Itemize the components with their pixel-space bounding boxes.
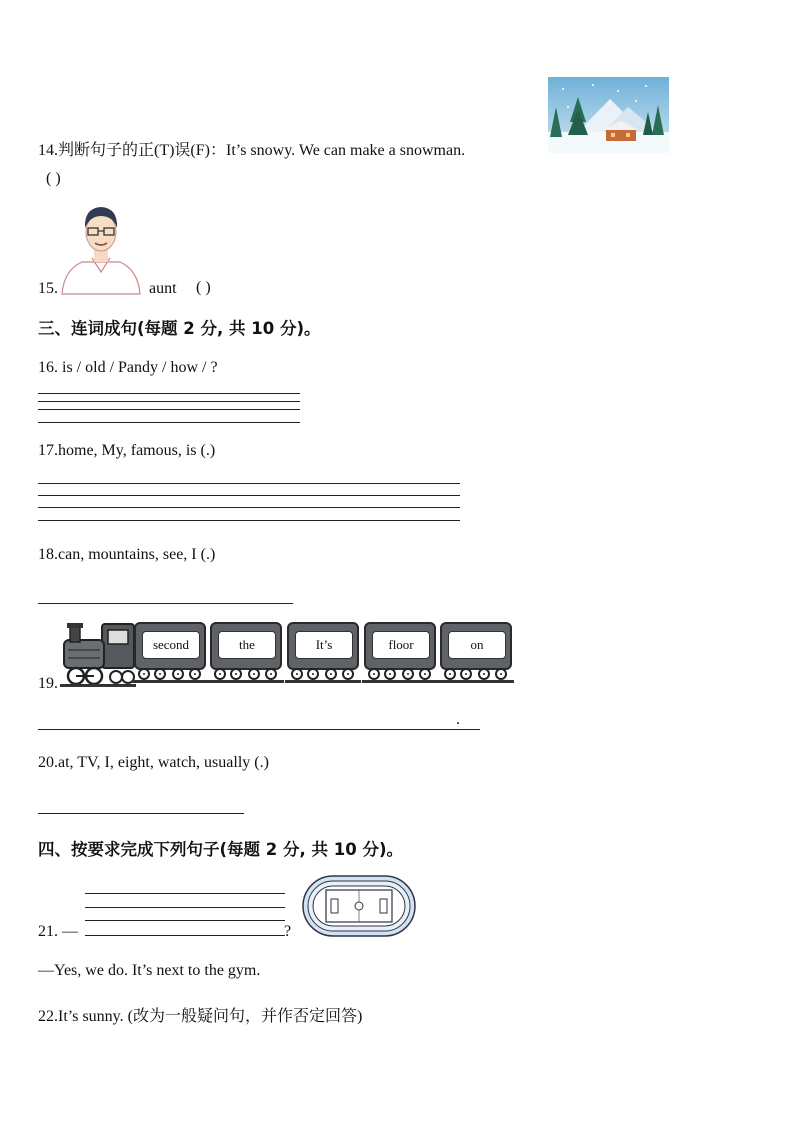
train-car-2 bbox=[210, 622, 282, 686]
winter-scene-image bbox=[548, 77, 669, 153]
man-with-glasses-image bbox=[60, 200, 142, 296]
train-car-4 bbox=[364, 622, 436, 686]
train-car-5 bbox=[440, 622, 512, 686]
section-3-heading: 三、连词成句(每题 2 分, 共 10 分)。 bbox=[38, 319, 321, 338]
answer-blank-14[interactable]: ( ) bbox=[46, 170, 61, 187]
answer-line-19[interactable] bbox=[38, 729, 480, 730]
question-14: 14.判断句子的正(T)误(F)：It’s snowy. We can make a snowman. bbox=[38, 142, 466, 159]
question-17: 17.home, My, famous, is (.) bbox=[38, 442, 216, 459]
question-18: 18.can, mountains, see, I (.) bbox=[38, 546, 216, 563]
question-20: 20.at, TV, I, eight, watch, usually (.) bbox=[38, 754, 269, 771]
train-car-1 bbox=[134, 622, 206, 686]
question-21-suffix: ? bbox=[284, 923, 292, 940]
question-16: 16. is / old / Pandy / how / ? bbox=[38, 359, 218, 376]
question-22: 22.It’s sunny. (改为一般疑问句，并作否定回答) bbox=[38, 1008, 363, 1025]
end-period-19: . bbox=[456, 711, 460, 728]
word-card: second bbox=[142, 631, 200, 659]
answer-blank-15[interactable]: ( ) bbox=[196, 279, 211, 296]
word-card: on bbox=[448, 631, 506, 659]
sports-field-image bbox=[302, 875, 416, 937]
question-21-answer: —Yes, we do. It’s next to the gym. bbox=[38, 962, 261, 979]
section-4-heading: 四、按要求完成下列句子(每题 2 分, 共 10 分)。 bbox=[38, 840, 404, 859]
train-locomotive-image bbox=[60, 620, 136, 690]
word-card: floor bbox=[372, 631, 430, 659]
word-card: It’s bbox=[295, 631, 353, 659]
train-car-3 bbox=[287, 622, 359, 686]
answer-line-20[interactable] bbox=[38, 813, 244, 814]
question-21-prefix: 21. — bbox=[38, 923, 78, 940]
question-15-number: 15. bbox=[38, 280, 58, 297]
answer-line-18[interactable] bbox=[38, 603, 293, 604]
word-card: the bbox=[218, 631, 276, 659]
question-15-word: aunt bbox=[149, 280, 177, 297]
question-19-number: 19. bbox=[38, 675, 58, 692]
